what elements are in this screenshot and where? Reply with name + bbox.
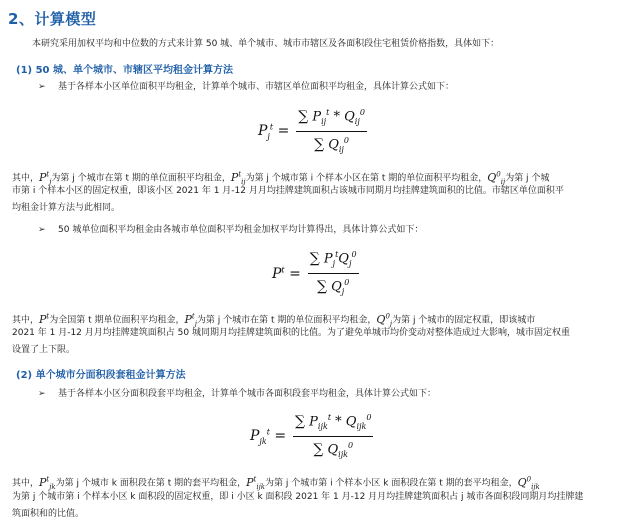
intro-paragraph: 本研究采用加权平均和中位数的方式来计算 50 城、单个城市、城市市辖区及各面积段住宅租赁价格指数，具体如下： [32, 39, 500, 49]
formula-city-rent: $P_j^t$ = $\frac{\sum P_{ij}^t * Q_{ij}^0}{\sum Q_{ij}^0}$ [258, 104, 367, 159]
sub1-description2-line3: 设置了上下限。 [12, 345, 76, 355]
formula-national-rent: $P^t$ = $\frac{\sum P_j^tQ_j^0}{\sum Q_j^0}$ [272, 246, 359, 301]
sub1-description-line1: 其中，$P^t_j$为第 j 个城市在第 t 期的单位面积平均租金，$P^t_{ij}$为第 j 个城市第 i 个样本小区在第 t 期的单位面积平均租金，$Q^0_{ij}$为第 j 个城 [12, 170, 550, 186]
subsection-2-heading: (2) 单个城市分面积段套租金计算方法 [16, 370, 186, 381]
sub2-description-line1: 其中，$P^t_{jk}$为第 j 个城市 k 面积段在第 t 期的套平均租金，$P^t_{ijk}$为第 j 个城市第 i 个样本小区 k 面积段在第 t 期的套平均租金，$Q^0_{ijk}$ [12, 475, 540, 491]
sub1-description2-line1: 其中，$P^t$为全国第 t 期单位面积平均租金，$P^t_j$为第 j 个城市在第 t 期的单位面积平均租金，$Q^0_j$为第 j 个城市的固定权重，即该城市 [12, 312, 536, 328]
sub1-description2-line2: 2021 年 1 月-12 月月均挂牌建筑面积占 50 城同期月均挂牌建筑面积的比值。为了避免单城市均价变动对整体造成过大影响，城市固定权重 [12, 328, 570, 338]
sub1-bullet1: 基于各样本小区单位面积平均租金，计算单个城市、市辖区单位面积平均租金，具体计算公式如下： [58, 82, 455, 92]
subsection-1-heading: (1) 50 城、单个城市、市辖区平均租金计算方法 [16, 65, 233, 76]
sub1-bullet2: 50 城单位面积平均租金由各城市单位面积平均租金加权平均计算得出，具体计算公式如下： [58, 225, 424, 235]
section-title: 2、计算模型 [8, 10, 97, 28]
sub1-description-line3: 均租金计算方法与此相同。 [12, 203, 121, 213]
sub2-bullet1: 基于各样本小区分面积段套平均租金，计算单个城市各面积段套平均租金，具体计算公式如下： [58, 389, 437, 399]
bullet-marker: ➢ [38, 225, 46, 235]
bullet-marker: ➢ [38, 389, 46, 399]
sub1-description-line2: 市第 i 个样本小区的固定权重，即该小区 2021 年 1 月-12 月月均挂牌建筑面积占该城市同期月均挂牌建筑面积的比值。市辖区单位面积平 [12, 186, 564, 196]
formula-size-band-rent: $P_{jk}^t$ = $\frac{\sum P_{ijk}^t * Q_{ijk}^0}{\sum Q_{ijk}^0}$ [250, 409, 373, 464]
bullet-marker: ➢ [38, 82, 46, 92]
sub2-description-line2: 为第 j 个城市第 i 个样本小区 k 面积段的固定权重，即 i 小区 k 面积段 2021 年 1 月-12 月月均挂牌建筑面积占 j 城市各面积段同期月均挂牌建 [12, 492, 584, 502]
sub2-description-line3: 筑面积和的比值。 [12, 509, 85, 519]
